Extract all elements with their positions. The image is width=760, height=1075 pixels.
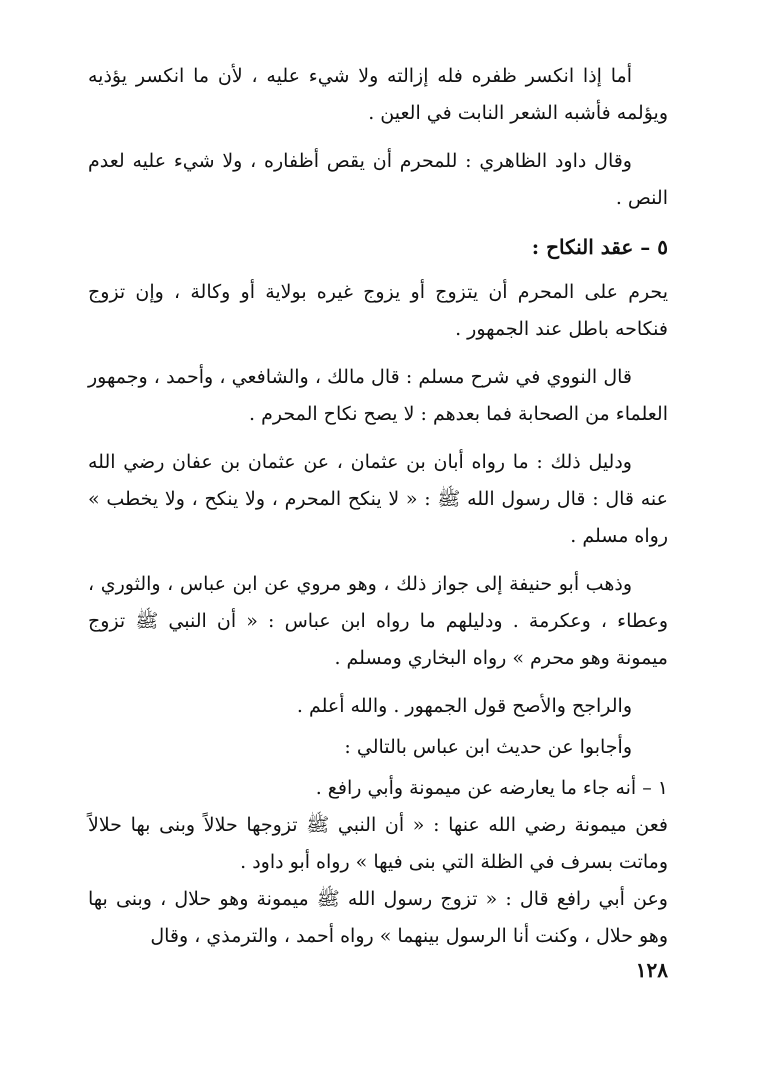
paragraph-broken-nail: أما إذا انكسر ظفره فله إزالته ولا شيء عليه ، لأن ما انكسر يؤذيه ويؤلمه فأشبه الشعر النابت في العين .: [88, 65, 668, 124]
paragraph-abu-hanifa-opinion: وذهب أبو حنيفة إلى جواز ذلك ، وهو مروي عن ابن عباس ، والثوري ، وعطاء ، وعكرمة . ودليلهم ما رواه ابن عباس : « أن النبي ﷺ تزوج ميمونة وهو محرم » رواه البخاري ومسلم .: [88, 573, 668, 669]
paragraph-maymuna-hadith: فعن ميمونة رضي الله عنها : « أن النبي ﷺ تزوجها حلالاً وبنى بها حلالاً وماتت بسرف في الظلة التي بنى فيها » رواه أبو داود .: [88, 814, 668, 873]
numbered-point-1: ١ – أنه جاء ما يعارضه عن ميمونة وأبي رافع .: [315, 777, 668, 799]
paragraph-preferred-opinion: والراجح والأصح قول الجمهور . والله أعلم .: [296, 695, 632, 717]
paragraph-abu-rafi-hadith: وعن أبي رافع قال : « تزوج رسول الله ﷺ ميمونة وهو حلال ، وبنى بها وهو حلال ، وكنت أنا الرسول بينهما » رواه أحمد ، والترمذي ، وقال: [88, 888, 668, 947]
paragraph-dawud-opinion: وقال داود الظاهري : للمحرم أن يقص أظفاره ، ولا شيء عليه لعدم النص .: [88, 150, 668, 209]
paragraph-responses-intro: وأجابوا عن حديث ابن عباس بالتالي :: [344, 736, 632, 758]
book-page: [88, 58, 668, 955]
paragraph-nawawi-quote: قال النووي في شرح مسلم : قال مالك ، والشافعي ، وأحمد ، وجمهور العلماء من الصحابة فما بعدهم : لا يصح نكاح المحرم .: [88, 366, 668, 425]
page-number: ١٢٨: [635, 958, 668, 982]
section-heading-marriage-contract: ٥ – عقد النكاح :: [531, 235, 668, 259]
paragraph-marriage-ruling: يحرم على المحرم أن يتزوج أو يزوج غيره بولاية أو وكالة ، وإن تزوج فنكاحه باطل عند الجمهور .: [88, 281, 668, 340]
paragraph-uthman-hadith: ودليل ذلك : ما رواه أبان بن عثمان ، عن عثمان بن عفان رضي الله عنه قال : قال رسول الله ﷺ : « لا ينكح المحرم ، ولا ينكح ، ولا يخطب » رواه مسلم .: [88, 451, 668, 547]
